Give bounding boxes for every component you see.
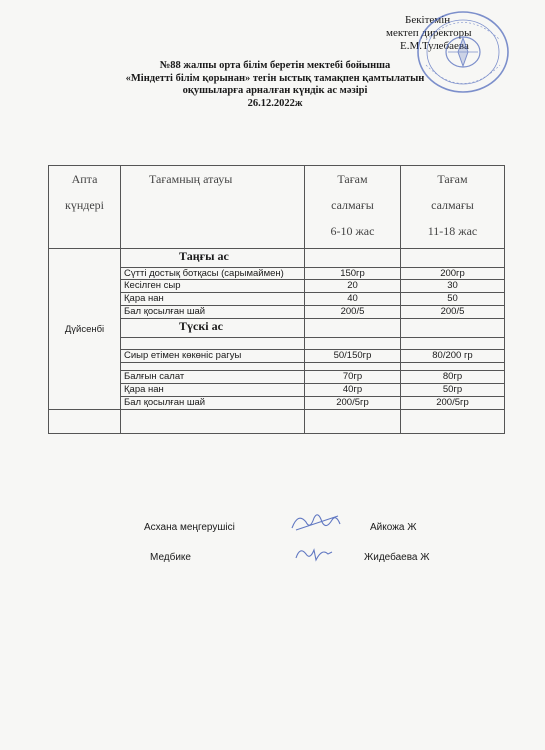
approval-line-3: Е.М.Тулебаева — [400, 40, 469, 52]
breakfast-title: Таңғы ас — [121, 249, 305, 268]
dish-name: Кесілген сыр — [121, 280, 305, 293]
heading-line-2: «Міндетті білім қорынан» тегін ыстық тамақпен қамтылатын — [125, 72, 425, 84]
dish-name: Сүтті достық ботқасы (сарымаймен) — [121, 268, 305, 280]
weight-11-18: 200/5гр — [401, 397, 505, 410]
dish-name: Бал қосылған шай — [121, 397, 305, 410]
table-header-row — [49, 166, 505, 249]
dish-name: Қара нан — [121, 293, 305, 306]
day-cell: Дүйсенбі — [49, 249, 121, 410]
header-dish: Тағамның атауы — [121, 166, 305, 249]
weight-11-18: 80/200 гр — [401, 350, 505, 363]
weight-6-10: 40гр — [305, 384, 401, 397]
header-weight-11-18: Тағам салмағы 11-18 жас — [401, 166, 505, 249]
approval-line-1: Бекітемін — [405, 14, 451, 26]
dish-name: Бал қосылған шай — [121, 306, 305, 319]
dish-name: Сиыр етімен көкөніс рагуы — [121, 350, 305, 363]
signature-2 — [292, 542, 336, 564]
heading-line-3: оқушыларға арналған күндік ас мәзірі — [182, 85, 368, 96]
empty-row — [49, 410, 505, 434]
weight-6-10: 20 — [305, 280, 401, 293]
weight-6-10: 40 — [305, 293, 401, 306]
weight-11-18: 200/5 — [401, 306, 505, 319]
signer-role-2: Медбике — [150, 552, 191, 563]
signer-role-1: Асхана меңгерушісі — [144, 522, 235, 533]
weight-11-18: 50 — [401, 293, 505, 306]
document-heading — [110, 60, 440, 110]
weight-6-10: 150гр — [305, 268, 401, 280]
dish-name: Балғын салат — [121, 371, 305, 384]
signer-name-2: Жидебаева Ж — [364, 552, 430, 563]
weight-6-10: 200/5гр — [305, 397, 401, 410]
weight-11-18: 50гр — [401, 384, 505, 397]
breakfast-title-row — [49, 249, 505, 268]
weight-11-18: 200гр — [401, 268, 505, 280]
weight-6-10: 200/5 — [305, 306, 401, 319]
dish-name: Қара нан — [121, 384, 305, 397]
heading-line-1: №88 жалпы орта білім беретін мектебі бойынша — [159, 60, 391, 71]
weight-6-10: 70гр — [305, 371, 401, 384]
signer-name-1: Айкожа Ж — [370, 522, 417, 533]
lunch-title: Түскі ас — [121, 319, 305, 338]
menu-table — [48, 165, 505, 434]
header-weight-6-10: Тағам салмағы 6-10 жас — [305, 166, 401, 249]
weight-11-18: 80гр — [401, 371, 505, 384]
signature-1 — [288, 508, 344, 536]
header-days: Апта күндері — [49, 166, 121, 249]
weight-6-10: 50/150гр — [305, 350, 401, 363]
approval-line-2: мектеп директоры — [386, 27, 472, 39]
weight-11-18: 30 — [401, 280, 505, 293]
heading-date: 26.12.2022ж — [247, 97, 303, 109]
